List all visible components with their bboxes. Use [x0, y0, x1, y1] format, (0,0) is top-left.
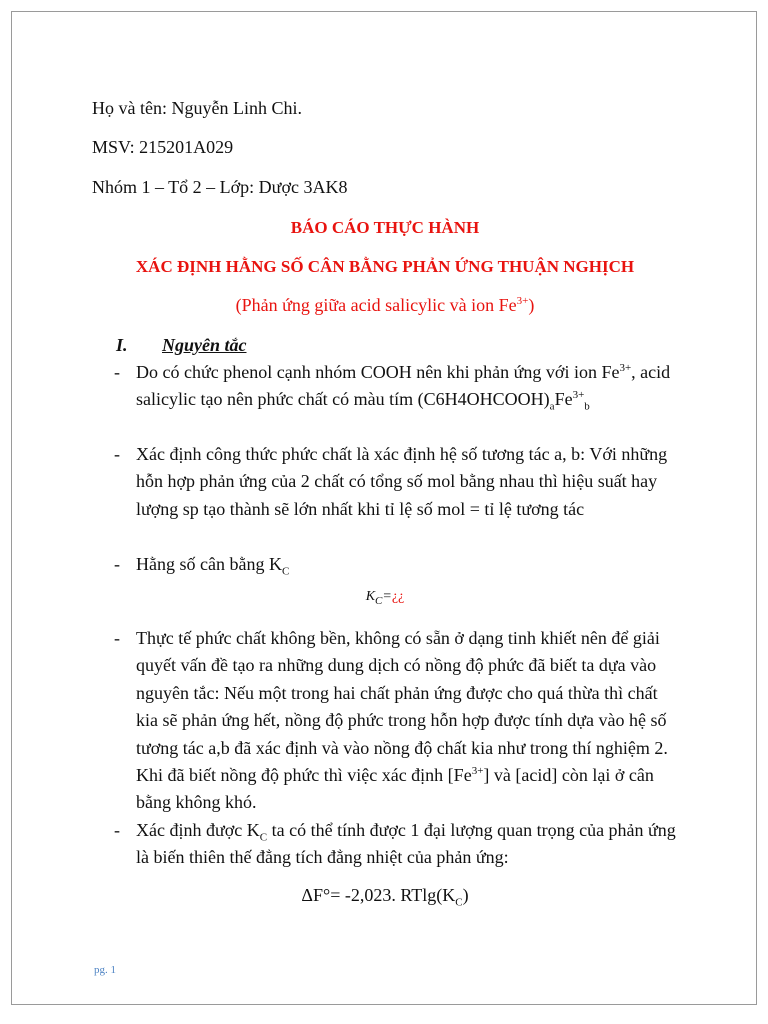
bullet-dash: - [114, 444, 120, 464]
reaction-note: (Phản ứng giữa acid salicylic và ion $Fe^{3+}$) [235, 295, 535, 315]
bullet-text: Xác định được $K_C$ ta có thể tính được 1 đại lượng quan trọng của phản ứng là biến thiên thế đẳng tích đẳng nhiệt của phản ứng: [136, 820, 676, 868]
bullet-dash: - [114, 628, 120, 648]
bullet-item-constant [114, 551, 684, 578]
bullet-dash: - [114, 362, 120, 382]
bullet-text: Do có chức phenol cạnh nhóm COOH nên khi phản ứng với ion $Fe^{3+}$, acid salicylic tạo nên phức chất có màu tím $(C6H4OHCOOH)_aFe^{3+}_b$ [136, 362, 671, 413]
bullet-item-practice [114, 625, 684, 817]
report-title: BÁO CÁO THỰC HÀNH [290, 218, 480, 237]
bullet-text: Xác định công thức phức chất là xác định hệ số tương tác a, b: Với những hỗn hợp phản ứng của 2 chất có tổng số mol bằng nhau thì hiệu suất hay lượng sp tạo thành sẽ lớn nhất khi tỉ lệ số mol = tỉ lệ tương tác [136, 444, 668, 519]
bullet-item-energy [114, 817, 684, 872]
bullet-text: Hằng số cân bằng $K_C$ [136, 554, 290, 578]
student-name: Họ và tên: Nguyễn Linh Chi. [92, 98, 302, 118]
kc-formula: $K_C=¿¿$ [365, 589, 405, 607]
bullet-text: Thực tế phức chất không bền, không có sẵn ở dạng tinh khiết nên để giải quyết vấn đề tạo ra những dung dịch có nồng độ phức đã biết ta dựa vào nguyên tắc: Nếu một trong hai chất phản ứng được cho quá thừa thì chất kia sẽ phản ứng hết, nồng độ phức trong hỗn hợp được tính dựa vào hệ số tương tác a,b đã xác định và vào nồng độ chất kia như trong thí nghiệm 2. Khi đã biết nồng độ phức thì việc xác định $[Fe^{3+}]$ và [acid] còn lại ở cân bằng không khó. [136, 628, 668, 813]
bullet-item-formula [114, 441, 684, 523]
student-id: MSV: 215201A029 [92, 137, 234, 157]
page-number: pg. 1 [94, 964, 116, 976]
bullet-dash: - [114, 554, 120, 574]
section-number: I. [116, 335, 128, 355]
student-group: Nhóm 1 – Tổ 2 – Lớp: Dược 3AK8 [92, 177, 348, 197]
free-energy-formula: ΔF°= -2,023. $RTlg(K_C)$ [301, 885, 469, 909]
report-subtitle: XÁC ĐỊNH HẰNG SỐ CÂN BẰNG PHẢN ỨNG THUẬN NGHỊCH [135, 257, 635, 276]
bullet-dash: - [114, 820, 120, 840]
bullet-item-principle [114, 359, 684, 414]
section-heading [116, 332, 247, 358]
section-title: Nguyên tắc [162, 335, 247, 355]
document-page [11, 11, 757, 1005]
